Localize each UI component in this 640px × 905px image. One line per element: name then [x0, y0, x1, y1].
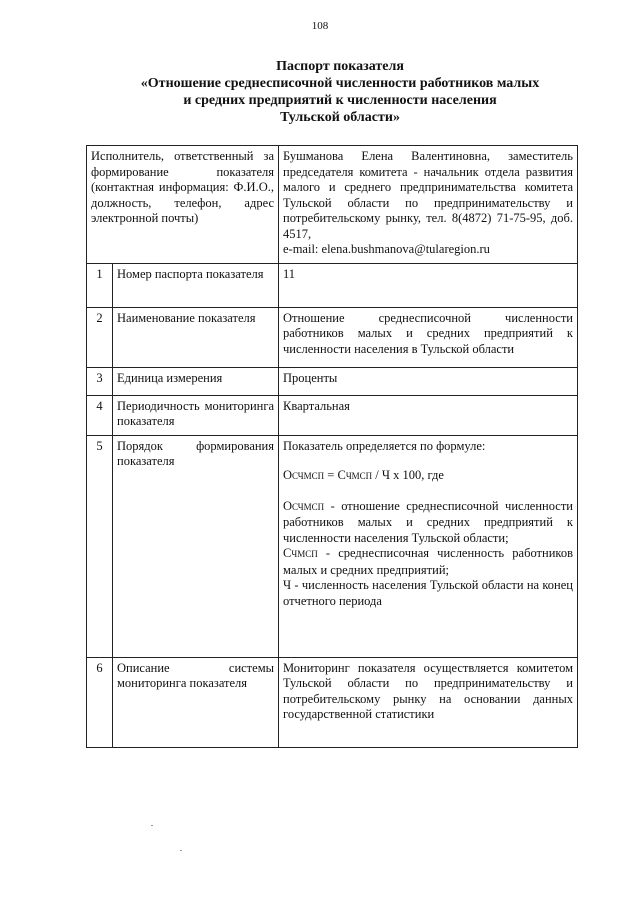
table-row [87, 307, 578, 367]
row-value: 11 [279, 263, 578, 307]
row-number: 4 [87, 395, 113, 435]
definition-ch: Ч - численность населения Тульской области на конец отчетного периода [283, 578, 573, 608]
executor-label [87, 146, 279, 264]
scan-speck [151, 825, 153, 826]
row-label: Порядок формирования показателя [113, 435, 279, 657]
row-value: Квартальная [279, 395, 578, 435]
formula-intro: Показатель определяется по формуле: [283, 438, 486, 453]
title-line: и средних предприятий к численности населения [183, 93, 497, 108]
passport-table [86, 145, 578, 748]
executor-value-text: Бушманова Елена Валентиновна, заместитель председателя комитета - начальник отдела развития малого и среднего предпринимательства комитета Тульской области по предпринимательству и потребительскому рынку, тел. 8(4872) 71-75-95, доб. 4517, [283, 149, 573, 241]
row-number: 1 [87, 263, 113, 307]
row-value: Проценты [279, 367, 578, 395]
table-row [87, 435, 578, 657]
table-row [87, 263, 578, 307]
row-number: 3 [87, 367, 113, 395]
row-number: 2 [87, 307, 113, 367]
row-label: Периодичность мониторинга показателя [113, 395, 279, 435]
row-label: Номер паспорта показателя [113, 263, 279, 307]
row-label: Единица измерения [113, 367, 279, 395]
executor-label-text: Исполнитель, ответственный за формирование показателя (контактная информация: Ф.И.О., должность, телефон, адрес электронной почты) [91, 149, 274, 225]
page-number: 108 [311, 20, 329, 32]
executor-value [279, 146, 578, 264]
definition-c: СЧМСП - среднесписочная численность работников малых и средних предприятий; [283, 546, 573, 577]
document-title [90, 58, 590, 126]
scan-speck [180, 850, 182, 851]
table-row [87, 657, 578, 747]
table-row [87, 395, 578, 435]
row-number: 6 [87, 657, 113, 747]
title-line: Тульской области» [280, 110, 400, 125]
table-row-executor [87, 146, 578, 264]
formula-cell [279, 435, 578, 657]
title-line: «Отношение среднесписочной численности работников малых [140, 76, 540, 91]
title-line: Паспорт показателя [276, 59, 404, 74]
row-label: Наименование показателя [113, 307, 279, 367]
row-label: Описание системы мониторинга показателя [113, 657, 279, 747]
definition-o: ОСЧМСП - отношение среднесписочной численности работников малых и средних предприятий к численности населения Тульской области; [283, 498, 573, 545]
row-number: 5 [87, 435, 113, 657]
executor-email: e-mail: elena.bushmanova@tularegion.ru [283, 242, 490, 256]
formula: ОСЧМСП = СЧМСП / Ч х 100, где [283, 468, 444, 482]
row-value: Мониторинг показателя осуществляется комитетом Тульской области по предпринимательству и потребительскому рынку на основании данных государственной статистики [279, 657, 578, 747]
row-value: Отношение среднесписочной численности работников малых и средних предприятий к численности населения в Тульской области [279, 307, 578, 367]
table-row [87, 367, 578, 395]
